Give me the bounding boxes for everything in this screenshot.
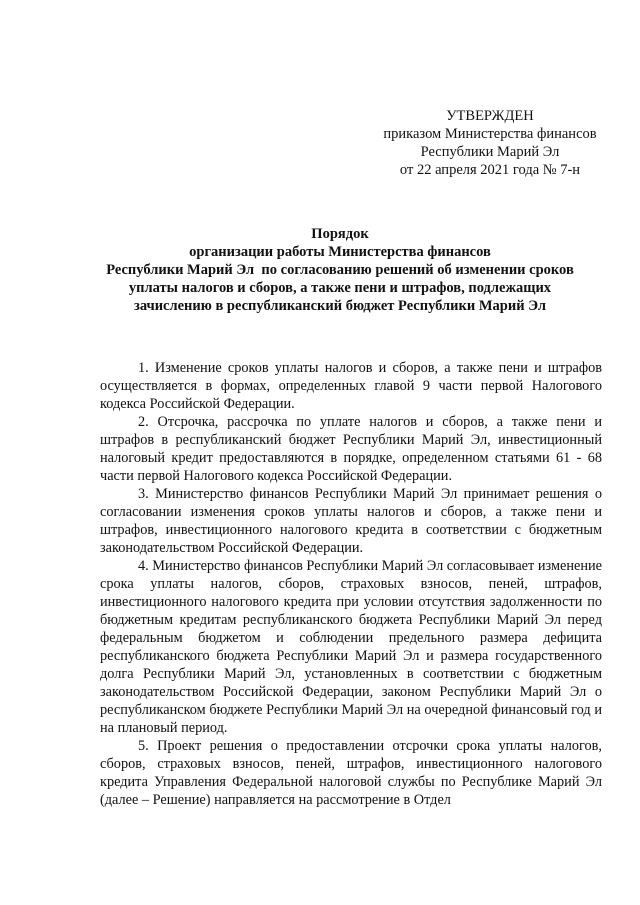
document-body (100, 359, 602, 809)
paragraph-4: 4. Министерство финансов Республики Марий Эл согласовывает изменение срока уплаты налогов, сборов, страховых взносов, пеней, штрафов, инвестиционного налогового кредита при условии отсутствия задолженности по бюджетным кредитам республиканского бюджета Республики Марий Эл перед федеральным бюджетом и соблюдении предельного размера дефицита республиканского бюджета Республики Марий Эл и размера государственного долга Республики Марий Эл, установленных в соответствии с бюджетным законодательством Российской Федерации, законом Республики Марий Эл о республиканском бюджете Республики Марий Эл на очередной финансовый год и на плановый период. (100, 558, 602, 736)
approval-date-line: от 22 апреля 2021 года № 7-н (399, 162, 581, 178)
title-line-2: организации работы Министерства финансов (189, 244, 491, 260)
document-title (95, 225, 585, 315)
paragraph-1: 1. Изменение сроков уплаты налогов и сборов, а также пени и штрафов осуществляется в формах, определенных главой 9 части первой Налогового кодекса Российской Федерации. (100, 360, 602, 412)
paragraph-5: 5. Проект решения о предоставлении отсрочки срока уплаты налогов, сборов, страховых взносов, пеней, штрафов, инвестиционного налогового кредита Управления Федеральной налоговой службы по Республике Марий Эл (далее – Решение) направляется на рассмотрение в Отдел (100, 738, 602, 808)
approval-stamp-block (365, 107, 615, 179)
approval-republic-line: Республики Марий Эл (420, 144, 560, 160)
title-line-4: уплаты налогов и сборов, а также пени и штрафов, подлежащих (128, 280, 552, 296)
title-line-3: Республики Марий Эл по согласованию решений об изменении сроков (106, 262, 574, 278)
paragraph-3: 3. Министерство финансов Республики Марий Эл принимает решения о согласовании изменения сроков уплаты налогов и сборов, а также пени и штрафов, инвестиционного налогового кредита в соответствии с бюджетным законодательством Российской Федерации. (100, 486, 602, 556)
paragraph-2: 2. Отсрочка, рассрочка по уплате налогов и сборов, а также пени и штрафов в республиканский бюджет Республики Марий Эл, инвестиционный налоговый кредит предоставляются в порядке, определенном статьями 61 - 68 части первой Налогового кодекса Российской Федерации. (100, 414, 602, 484)
approval-heading: УТВЕРЖДЕН (446, 108, 534, 124)
approval-order-line: приказом Министерства финансов (383, 126, 597, 142)
title-line-1: Порядок (311, 226, 369, 242)
title-line-5: зачислению в республиканский бюджет Республики Марий Эл (134, 298, 546, 314)
